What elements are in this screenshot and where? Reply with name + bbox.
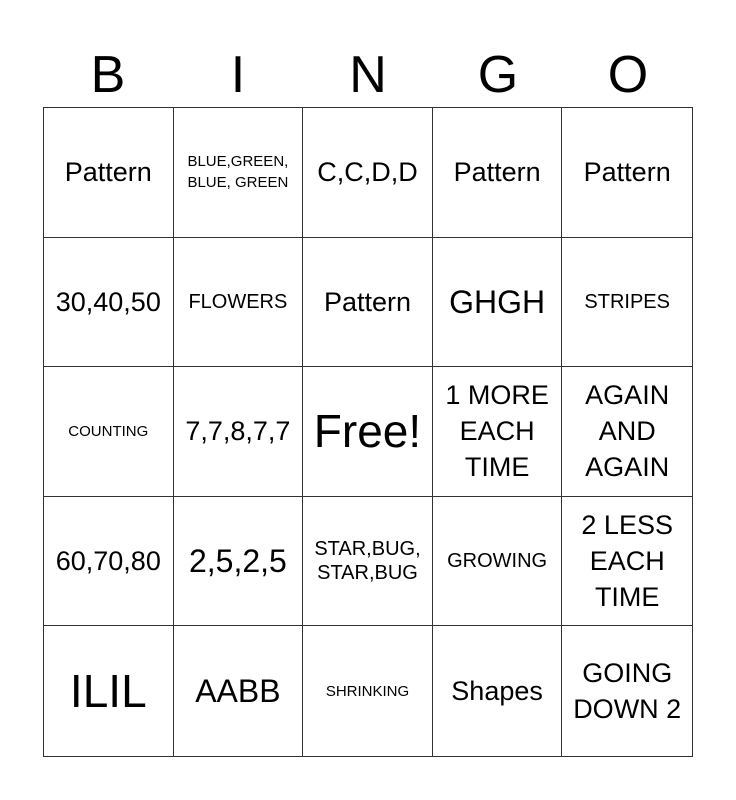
bingo-cell-r1-c3[interactable] xyxy=(303,108,433,238)
cell-text: COUNTING xyxy=(68,422,149,440)
bingo-cell-r4-c3[interactable] xyxy=(303,497,433,627)
header-letter-n: N xyxy=(349,46,387,104)
cell-text: STAR,BUG, STAR,BUG xyxy=(314,538,421,585)
cell-text: Pattern xyxy=(453,157,541,188)
cell-text: 1 MORE EACH TIME xyxy=(445,380,549,483)
bingo-cell-r3-c1[interactable] xyxy=(44,367,174,497)
bingo-cell-r5-c3[interactable] xyxy=(303,626,433,756)
cell-text: Pattern xyxy=(323,286,412,317)
bingo-cell-r3-c3[interactable] xyxy=(303,367,433,497)
bingo-cell-r5-c1[interactable] xyxy=(44,626,174,756)
bingo-cell-r1-c4[interactable] xyxy=(433,108,563,238)
cell-text: 60,70,80 xyxy=(55,546,161,577)
bingo-cell-r5-c4[interactable] xyxy=(433,626,563,756)
cell-text: 2 LESS EACH TIME xyxy=(581,510,673,613)
cell-text: SHRINKING xyxy=(325,682,410,700)
bingo-cell-r5-c5[interactable] xyxy=(562,626,692,756)
cell-text: 2,5,2,5 xyxy=(188,543,287,580)
header-letter-b: B xyxy=(90,46,126,104)
bingo-cell-r2-c1[interactable] xyxy=(44,238,174,368)
bingo-board xyxy=(43,107,693,757)
cell-text: C,C,D,D xyxy=(317,157,418,188)
cell-text: GROWING xyxy=(447,550,548,573)
bingo-cell-r5-c2[interactable] xyxy=(174,626,304,756)
header-letter-i: I xyxy=(230,46,246,104)
cell-text: Pattern xyxy=(64,157,152,188)
bingo-cell-r3-c4[interactable] xyxy=(433,367,563,497)
cell-text: Pattern xyxy=(583,157,671,188)
bingo-cell-r3-c5[interactable] xyxy=(562,367,692,497)
cell-text: GOING DOWN 2 xyxy=(573,658,682,725)
bingo-cell-r2-c4[interactable] xyxy=(433,238,563,368)
cell-text: 7,7,8,7,7 xyxy=(185,416,291,447)
bingo-cell-r2-c3[interactable] xyxy=(303,238,433,368)
cell-text: GHGH xyxy=(449,283,546,320)
bingo-cell-r4-c5[interactable] xyxy=(562,497,692,627)
free-space: Free! xyxy=(313,405,422,458)
header-letter-g: G xyxy=(477,46,519,104)
bingo-header xyxy=(43,42,693,108)
bingo-cell-r4-c2[interactable] xyxy=(174,497,304,627)
bingo-cell-r4-c4[interactable] xyxy=(433,497,563,627)
cell-text: AABB xyxy=(195,673,281,710)
cell-text: BLUE,GREEN, BLUE, GREEN xyxy=(187,153,289,192)
bingo-cell-r3-c2[interactable] xyxy=(174,367,304,497)
header-letter-o: O xyxy=(607,46,649,104)
bingo-cell-r4-c1[interactable] xyxy=(44,497,174,627)
cell-text: FLOWERS xyxy=(188,290,288,313)
bingo-cell-r1-c1[interactable] xyxy=(44,108,174,238)
bingo-cell-r2-c2[interactable] xyxy=(174,238,304,368)
bingo-cell-r1-c2[interactable] xyxy=(174,108,304,238)
cell-text: Shapes xyxy=(451,676,543,707)
cell-text: STRIPES xyxy=(584,290,670,313)
cell-text: ILIL xyxy=(69,665,147,718)
cell-text: AGAIN AND AGAIN xyxy=(585,380,670,483)
cell-text: 30,40,50 xyxy=(55,286,161,317)
bingo-cell-r1-c5[interactable] xyxy=(562,108,692,238)
bingo-cell-r2-c5[interactable] xyxy=(562,238,692,368)
